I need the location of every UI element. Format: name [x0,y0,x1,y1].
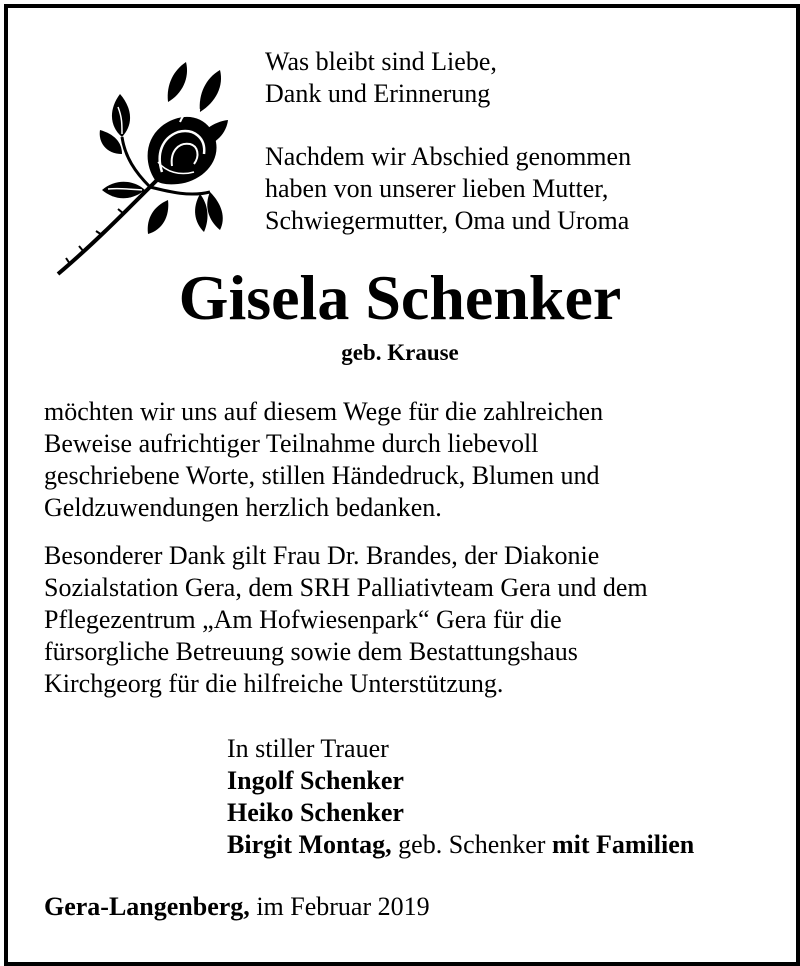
place-date [44,891,430,923]
intro-line-1: Nachdem wir Abschied genommen [265,142,632,171]
mourner-name-3-birth: geb. Schenker [391,830,552,859]
rose-icon [50,42,240,287]
special-thanks-line-4: fürsorgliche Betreuung sowie dem Bestattungshaus [44,637,578,666]
special-thanks-line-1: Besonderer Dank gilt Frau Dr. Brandes, der Diakonie [44,541,600,570]
birth-name: geb. Krause [341,340,459,365]
thanks-line-3: geschriebene Worte, stillen Händedruck, Blumen und [44,461,600,490]
thanks-line-4: Geldzuwendungen herzlich bedanken. [44,493,442,522]
thanks-line-1: möchten wir uns auf diesem Wege für die zahlreichen [44,397,604,426]
intro-line-3: Schwiegermutter, Oma und Uroma [265,206,630,235]
mourners-heading: In stiller Trauer [227,734,389,763]
special-thanks-line-3: Pflegezentrum „Am Hofwiesenpark“ Gera für die [44,605,562,634]
date: im Februar 2019 [249,892,430,921]
mourner-families: mit Familien [551,830,695,859]
motto-line-2: Dank und Erinnerung [265,79,491,108]
special-thanks-line-5: Kirchgeorg für die hilfreiche Unterstützung. [44,669,504,698]
special-thanks-line-2: Sozialstation Gera, dem SRH Palliativteam Gera und dem [44,573,648,602]
mourner-name-2: Heiko Schenker [227,798,404,827]
intro-line-2: haben von unserer lieben Mutter, [265,174,609,203]
thanks-line-2: Beweise aufrichtiger Teilnahme durch liebevoll [44,429,539,458]
mourner-line-3 [227,829,694,861]
mourner-name-1: Ingolf Schenker [227,766,404,795]
mourner-name-3: Birgit Montag, [227,830,392,859]
deceased-name: Gisela Schenker [178,262,622,333]
place: Gera-Langenberg, [44,892,250,921]
motto-line-1: Was bleibt sind Liebe, [265,47,497,76]
